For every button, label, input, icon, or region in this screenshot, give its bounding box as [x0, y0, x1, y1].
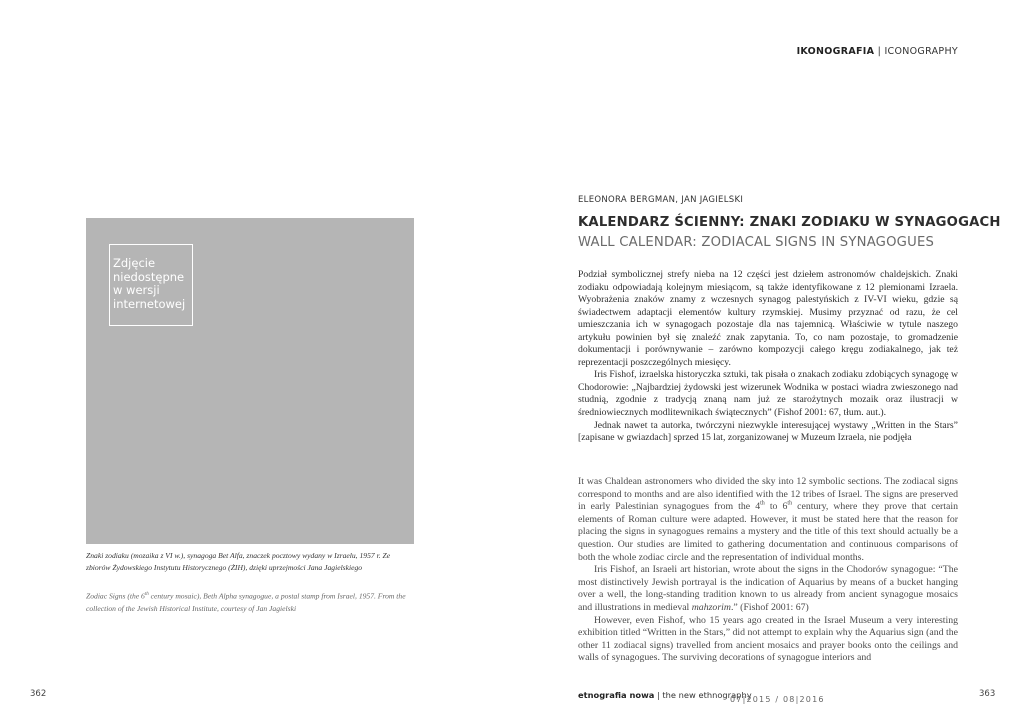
section-title-en: ICONOGRAPHY: [884, 46, 958, 57]
journal-name-pl: etnografia nowa: [578, 690, 655, 700]
journal-separator: |: [654, 690, 663, 700]
page-number-right: 363: [979, 689, 996, 699]
caption-en-part: Zodiac Signs (the 6: [86, 591, 145, 601]
paragraph: However, even Fishof, who 15 years ago created in the Israel Museum a very interesting exhibition titled “Written in the Stars,” did not attempt to explain why the Aquarius sign (and the other 11 zodiacal signs) travelled from ancient mosaics and prayer books onto the ceilings and walls of synagogues. The surviving decorations of synagogue interiors and: [578, 614, 958, 664]
caption-en-superscript: th: [144, 592, 149, 597]
paragraph: [578, 476, 958, 564]
figure-caption-pl: Znaki zodiaku (mozaika z VI w.), synagoga Bet Alfa, znaczek pocztowy wydany w Izraelu, 1957 r. Ze zbiorów Żydowskiego Instytutu Historycznego (ŻIH), dzięki uprzejmości Jana Jagielskiego: [86, 551, 391, 573]
photo-unavailable-label: Zdjęcie niedostępne w wersji internetowej: [109, 244, 193, 326]
text-run: century, where they prove that certain elements of Roman culture were adapted. However, it must be stated here that the reason for placing the signs in synagogues remains a mystery and the title of this text should actually be a question. Our studies are limited to gathering documentation and continuous comparisons of both the whole zodiac circle and the representation of individual months.: [578, 501, 958, 563]
paragraph: Jednak nawet ta autorka, twórczyni niezwykle interesującej wystawy „Written in the Stars” [zapisane w gwiazdach] sprzed 15 lat, zorganizowanej w Muzeum Izraela, nie podjęła: [578, 419, 958, 444]
section-separator: |: [874, 46, 885, 57]
paragraph: [578, 564, 958, 614]
article-authors: ELEONORA BERGMAN, JAN JAGIELSKI: [578, 195, 744, 205]
superscript: th: [760, 500, 765, 507]
page-number-left: 362: [30, 689, 47, 699]
journal-name-en: the new ethnography: [662, 690, 752, 700]
section-header: [797, 46, 958, 57]
caption-en-part: century mosaic), Beth Alpha synagogue, a postal stamp from Israel, 1957. From the collection of the Jewish Historical Institute, courtesy of Jan Jagielski: [86, 591, 406, 613]
article-body-en: [578, 476, 958, 666]
italic-term: mahzorim: [691, 601, 731, 613]
text-run: It was Chaldean astronomers who divided the sky into 12 symbolic sections. The zodiacal signs correspond to months and are also identified with the 12 tribes of Israel. The signs are preserved in early Palestinian synagogues from the 4: [578, 476, 958, 513]
superscript: th: [787, 500, 793, 507]
text-run: to 6: [764, 501, 788, 513]
article-body-pl: [578, 269, 958, 452]
issue-number: 07|2015 / 08|2016: [730, 695, 825, 704]
figure-caption-en: [86, 589, 416, 615]
text-run: .” (Fishof 2001: 67): [730, 601, 809, 613]
journal-name: [578, 690, 752, 700]
paragraph: Podział symbolicznej strefy nieba na 12 części jest dziełem astronomów chaldejskich. Znaki zodiaku odpowiadają kolejnym miesiącom, są także identyfikowane z 12 plemionami Izraela. Wyobrażenia znaków znamy z wczesnych synagog palestyńskich z IV-VI wieku, gdzie są świadectwem adaptacji elementów kultury rzymskiej. Musimy przyznać od razu, że cel umieszczania ich w synagogach pozostaje dla nas tajemnicą. Właściwie w tytule naszego artykułu powinien był się znaleźć znak zapytania. To, co nam pozostaje, to gromadzenie dokumentacji i porównywanie – zarówno kompozycji całego kręgu zodiakalnego, jak też reprezentacji poszczególnych miesięcy.: [578, 269, 958, 368]
text-run: Iris Fishof, an Israeli art historian, wrote about the signs in the Chodorów synagogue: “The most distinctively Jewish portrayal is the indication of Aquarius by means of a bucket hanging over a well, the long-standing tradition known to us already from ancient synagogue mosaics and illustrations in medieval: [578, 564, 958, 613]
article-title-en: WALL CALENDAR: ZODIACAL SIGNS IN SYNAGOGUES: [578, 235, 935, 250]
article-title-pl: KALENDARZ ŚCIENNY: ZNAKI ZODIAKU W SYNAGOGACH: [578, 215, 1001, 230]
section-title-pl: IKONOGRAFIA: [796, 46, 875, 57]
paragraph: Iris Fishof, izraelska historyczka sztuki, tak pisała o znakach zodiaku zdobiących synagogę w Chodorowie: „Najbardziej żydowski jest wizerunek Wodnika w postaci wiadra zwieszonego nad studnią, zgodnie z tradycją znaną nam już ze starożytnych mozaik oraz ilustracji w średniowiecznych modlitewnikach świątecznych” (Fishof 2001: 67, tłum. aut.).: [578, 369, 958, 419]
